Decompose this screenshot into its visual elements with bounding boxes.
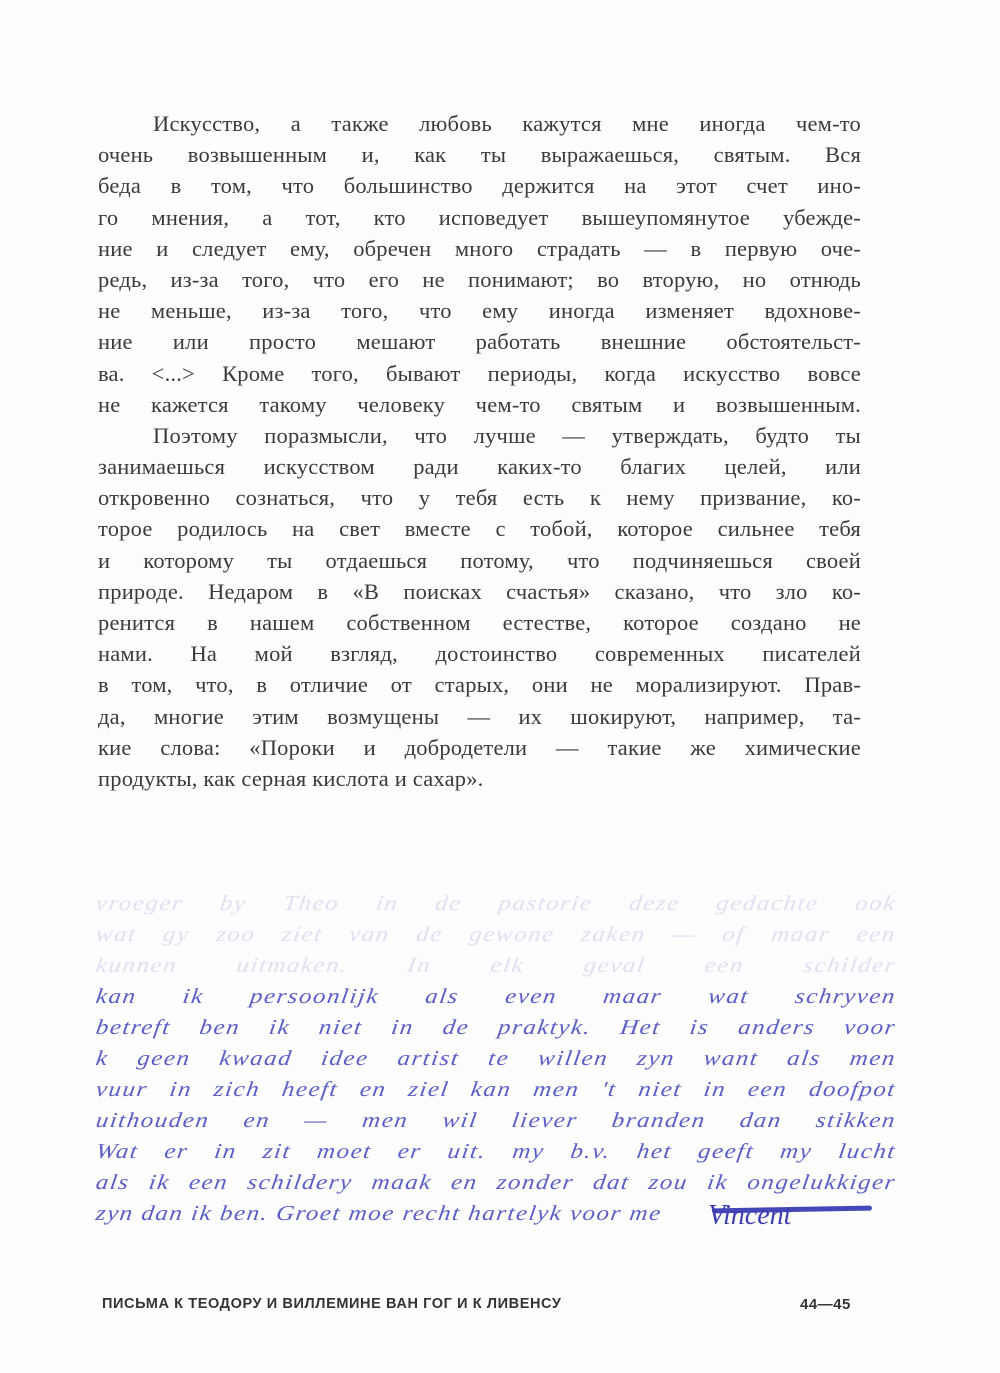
paragraph-2-line: нами. На мой взгляд, достоинство современных писателей (98, 641, 861, 667)
handwriting-line: Wat er in zit moet er uit. my b.v. het geeft my lucht (94, 1140, 898, 1163)
handwritten-letter-facsimile (96, 888, 896, 1229)
paragraph-2-line: продукты, как серная кислота и сахар». (98, 765, 484, 791)
paragraph-2-line: в том, что, в отличие от старых, они не морализируют. Прав- (98, 672, 861, 698)
handwriting-line: k geen kwaad idee artist te willen zyn want als men (94, 1047, 898, 1070)
handwriting-line: kan ik persoonlijk als even maar wat schryven (94, 985, 898, 1008)
paragraph-1-line: ва. <...> Кроме того, бывают периоды, когда искусство вовсе (98, 360, 861, 386)
paragraph-2-line: откровенно сознаться, что у тебя есть к нему призвание, ко- (98, 485, 861, 511)
paragraph-1-line: не меньше, из-за того, что ему иногда изменяет вдохнове- (98, 298, 861, 324)
paragraph-1-line: ние и следует ему, обречен много страдать — в первую оче- (98, 235, 861, 261)
paragraph-1-line: не кажется такому человеку чем-то святым и возвышенным. (98, 391, 861, 417)
handwriting-line: zyn dan ik ben. Groet moe recht hartelyk voor me (94, 1202, 664, 1225)
signature: Vincent (708, 1200, 792, 1231)
page-numbers: 44—45 (800, 1296, 851, 1313)
handwriting-line: wat gy zoo ziet van de gewone zaken — of maar een (94, 923, 898, 946)
paragraph-2-line: и которому ты отдаешься потому, что подчиняешься своей (98, 547, 861, 573)
paragraph-1-line: го мнения, а тот, кто исповедует вышеупомянутое убежде- (98, 204, 861, 230)
body-text (98, 108, 861, 794)
handwriting-line: uithouden en — men wil liever branden dan stikken (94, 1109, 898, 1132)
paragraph-1-line: очень возвышенным и, как ты выражаешься, святым. Вся (98, 142, 861, 168)
paragraph-2-line: торое родилось на свет вместе с тобой, которое сильнее тебя (98, 516, 861, 542)
handwriting-line: kunnen uitmaken. In elk geval een schilder (94, 954, 898, 977)
paragraph-2-line: Поэтому поразмысли, что лучше — утверждать, будто ты (153, 422, 861, 448)
handwriting-line: vuur in zich heeft en ziel kan men 't niet in een doofpot (94, 1078, 898, 1101)
paragraph-2-line: да, многие этим возмущены — их шокируют, например, та- (98, 703, 861, 729)
handwriting-line: betreft ben ik niet in de praktyk. Het is anders voor (94, 1016, 898, 1039)
handwriting-line: als ik een schildery maak en zonder dat zou ik ongelukkiger (94, 1171, 898, 1194)
paragraph-1-line: редь, из-за того, что его не понимают; во вторую, но отнюдь (98, 266, 861, 292)
handwriting-line: vroeger by Theo in de pastorie deze gedachte ook (94, 892, 898, 915)
running-footer-title: ПИСЬМА К ТЕОДОРУ И ВИЛЛЕМИНЕ ВАН ГОГ И К ЛИВЕНСУ (102, 1296, 562, 1312)
paragraph-2-line: природе. Недаром в «В поисках счастья» сказано, что зло ко- (98, 578, 861, 604)
paragraph-2-line: кие слова: «Пороки и добродетели — такие же химические (98, 734, 861, 760)
paragraph-1-line: беда в том, что большинство держится на этот счет ино- (98, 173, 861, 199)
paragraph-1-line: ние или просто мешают работать внешние обстоятельст- (98, 329, 861, 355)
paragraph-2-line: ренится в нашем собственном естестве, которое создано не (98, 610, 861, 635)
paragraph-2-line: занимаешься искусством ради каких-то благих целей, или (98, 454, 861, 480)
paragraph-1-line: Искусство, а также любовь кажутся мне иногда чем-то (153, 111, 861, 136)
